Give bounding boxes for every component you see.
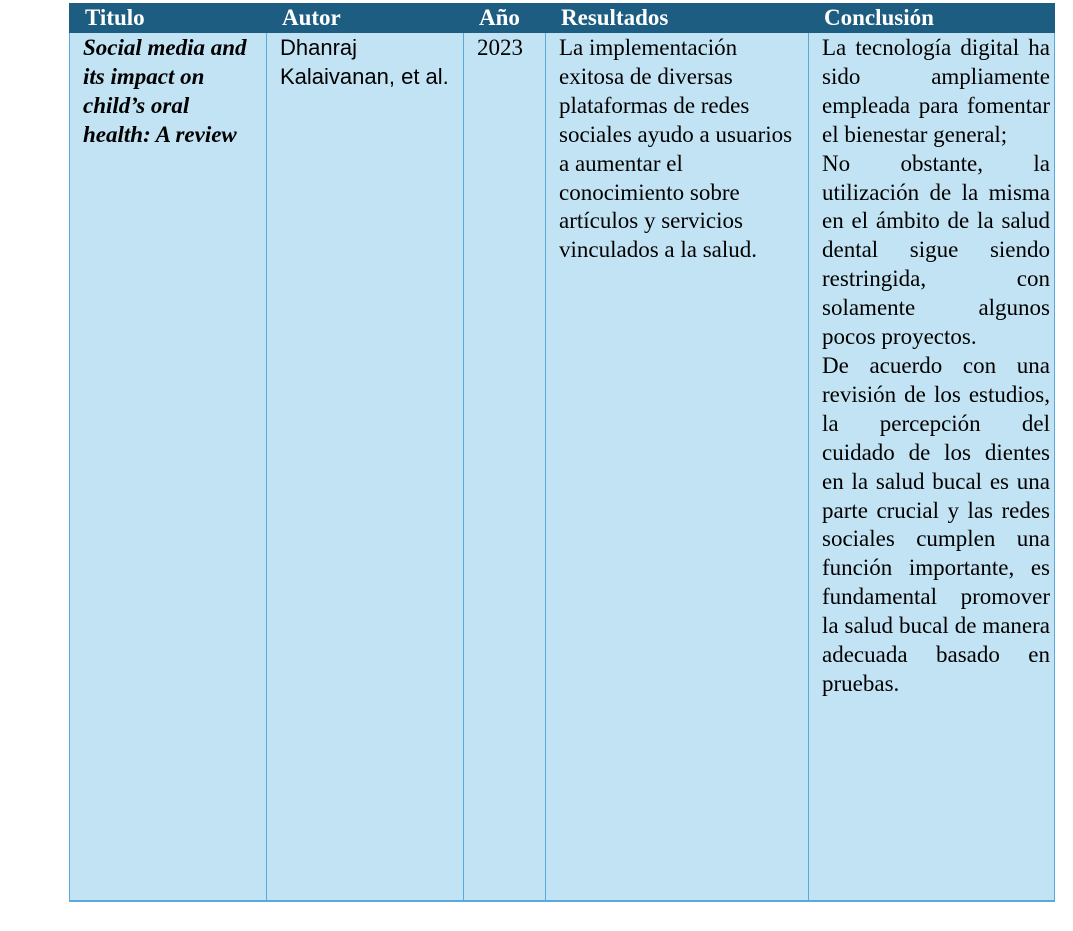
cell-conclusion xyxy=(809,33,1055,901)
header-title: Titulo xyxy=(70,3,267,33)
cell-year: 2023 xyxy=(464,33,546,901)
cell-author: Dhanraj Kalaivanan, et al. xyxy=(267,33,464,901)
conclusion-paragraph: No obstante, la utilización de la misma en el ámbito de la salud dental sigue siendo restringida, con solamente algunos pocos proyectos. xyxy=(822,150,1050,350)
literature-review-table xyxy=(69,3,1055,902)
header-results: Resultados xyxy=(546,3,809,33)
cell-results: La implementación exitosa de diversas plataformas de redes sociales ayudo a usuarios a aumentar el conocimiento sobre artículos y servicios vinculados a la salud. xyxy=(546,33,809,901)
conclusion-paragraph: La tecnología digital ha sido ampliamente empleada para fomentar el bienestar general; xyxy=(822,35,1050,147)
conclusion-paragraph: De acuerdo con una revisión de los estudios, la percepción del cuidado de los dientes en la salud bucal es una parte crucial y las redes sociales cumplen una función importante, es fundamental promover la salud bucal de manera adecuada basado en pruebas. xyxy=(822,352,1050,696)
header-conclusion: Conclusión xyxy=(809,3,1055,33)
cell-title: Social media and its impact on child’s oral health: A review xyxy=(70,33,267,901)
header-author: Autor xyxy=(267,3,464,33)
table-row xyxy=(70,33,1055,901)
table-header-row xyxy=(70,3,1055,33)
header-year: Año xyxy=(464,3,546,33)
